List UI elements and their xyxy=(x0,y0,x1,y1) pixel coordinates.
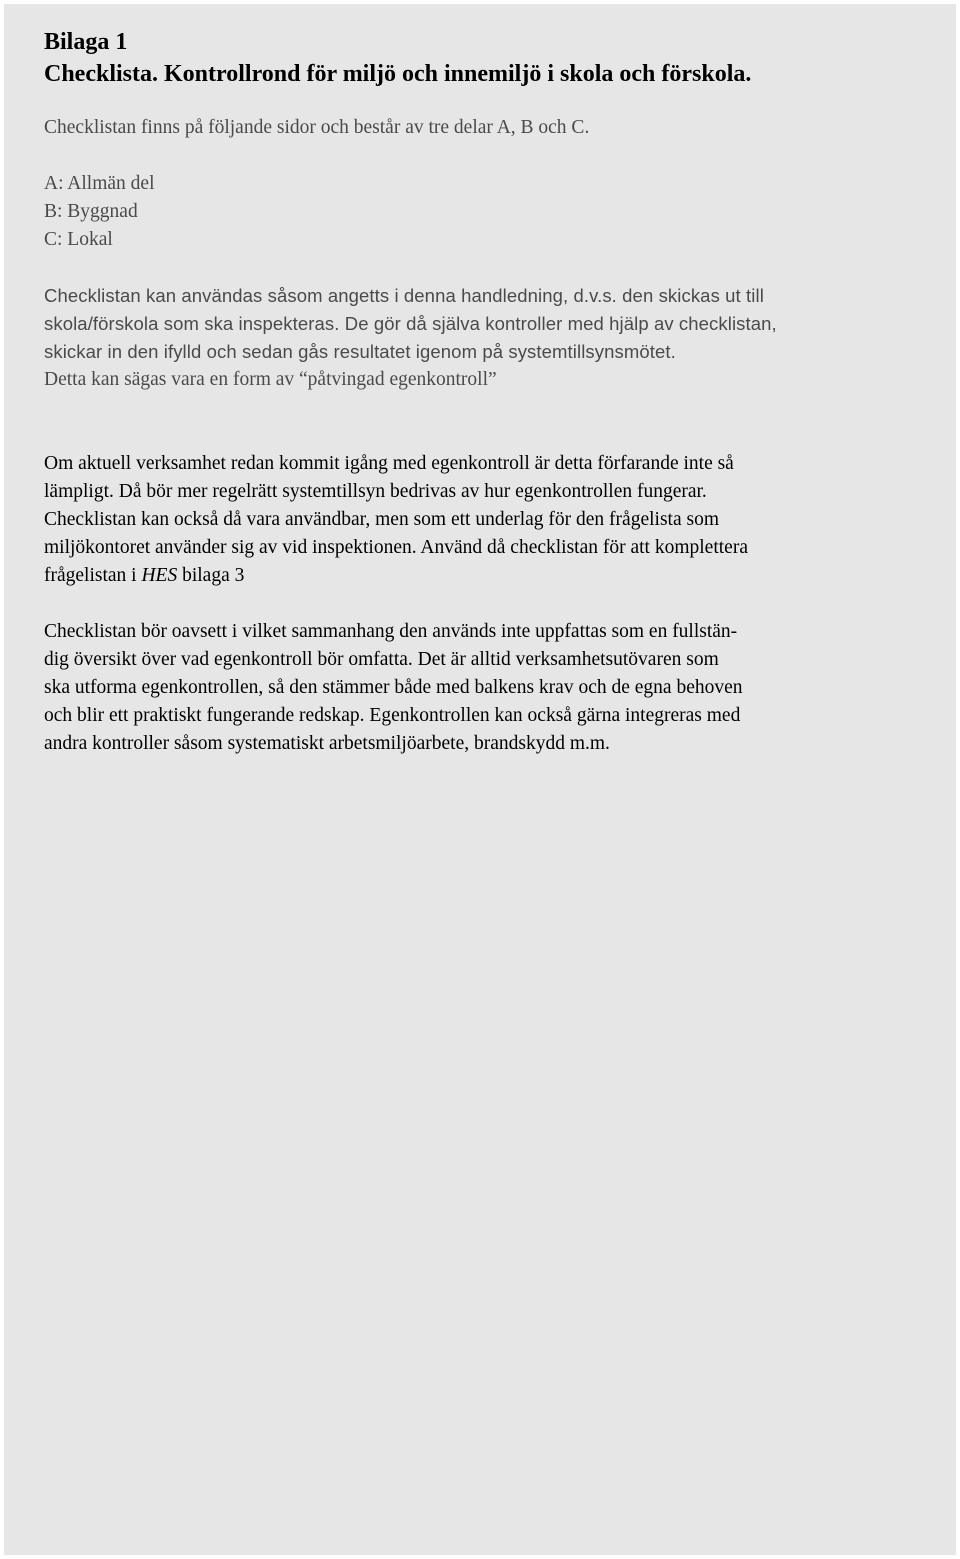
document-heading xyxy=(44,26,751,90)
paragraph2-line-5-end: bilaga 3 xyxy=(177,565,245,586)
part-a: A: Allmän del xyxy=(44,173,155,194)
paragraph2-line-4: miljökontoret använder sig av vid inspektionen. Använd då checklistan för att komplettera xyxy=(44,537,748,558)
paragraph2-line-5 xyxy=(44,562,924,590)
paragraph-existing-control xyxy=(44,450,924,590)
paragraph2-line-2: lämpligt. Då bör mer regelrätt systemtillsyn bedrivas av hur egenkontrollen fungerar. xyxy=(44,481,707,502)
paragraph2-line-3: Checklistan kan också då vara användbar, men som ett underlag för den frågelista som xyxy=(44,509,719,530)
heading-title: Checklista. Kontrollrond för miljö och innemiljö i skola och förskola. xyxy=(44,61,752,87)
heading-appendix-label: Bilaga 1 xyxy=(44,29,128,55)
paragraph3-line-1: Checklistan bör oavsett i vilket sammanhang den används inte uppfattas som en fullstän- xyxy=(44,621,738,642)
paragraph2-line-1: Om aktuell verksamhet redan kommit igång med egenkontroll är detta förfarande inte så xyxy=(44,453,734,474)
usage-line-2: skola/förskola som ska inspekteras. De gör då själva kontroller med hjälp av checklistan, xyxy=(44,313,777,334)
paragraph3-line-3: ska utforma egenkontrollen, så den stämmer både med balkens krav och de egna behoven xyxy=(44,677,743,698)
paragraph3-line-5: andra kontroller såsom systematiskt arbetsmiljöarbete, brandskydd m.m. xyxy=(44,733,610,754)
paragraph2-line-5-start: frågelistan i xyxy=(44,565,142,586)
hes-reference: HES xyxy=(141,565,178,586)
part-c: C: Lokal xyxy=(44,229,113,250)
usage-line-4: Detta kan sägas vara en form av “påtvingad egenkontroll” xyxy=(44,369,497,390)
document-page xyxy=(4,4,956,1555)
paragraph-scope-note xyxy=(44,618,924,758)
part-b: B: Byggnad xyxy=(44,201,138,222)
paragraph3-line-4: och blir ett praktiskt fungerande redskap. Egenkontrollen kan också gärna integreras med xyxy=(44,705,741,726)
usage-line-3: skickar in den ifylld och sedan gås resultatet igenom på systemtillsynsmötet. xyxy=(44,341,676,362)
usage-paragraph xyxy=(44,282,924,394)
usage-line-1: Checklistan kan användas såsom angetts i denna handledning, d.v.s. den skickas ut till xyxy=(44,285,764,306)
intro-text: Checklistan finns på följande sidor och består av tre delar A, B och C. xyxy=(44,117,590,138)
paragraph3-line-2: dig översikt över vad egenkontroll bör omfatta. Det är alltid verksamhetsutövaren som xyxy=(44,649,719,670)
